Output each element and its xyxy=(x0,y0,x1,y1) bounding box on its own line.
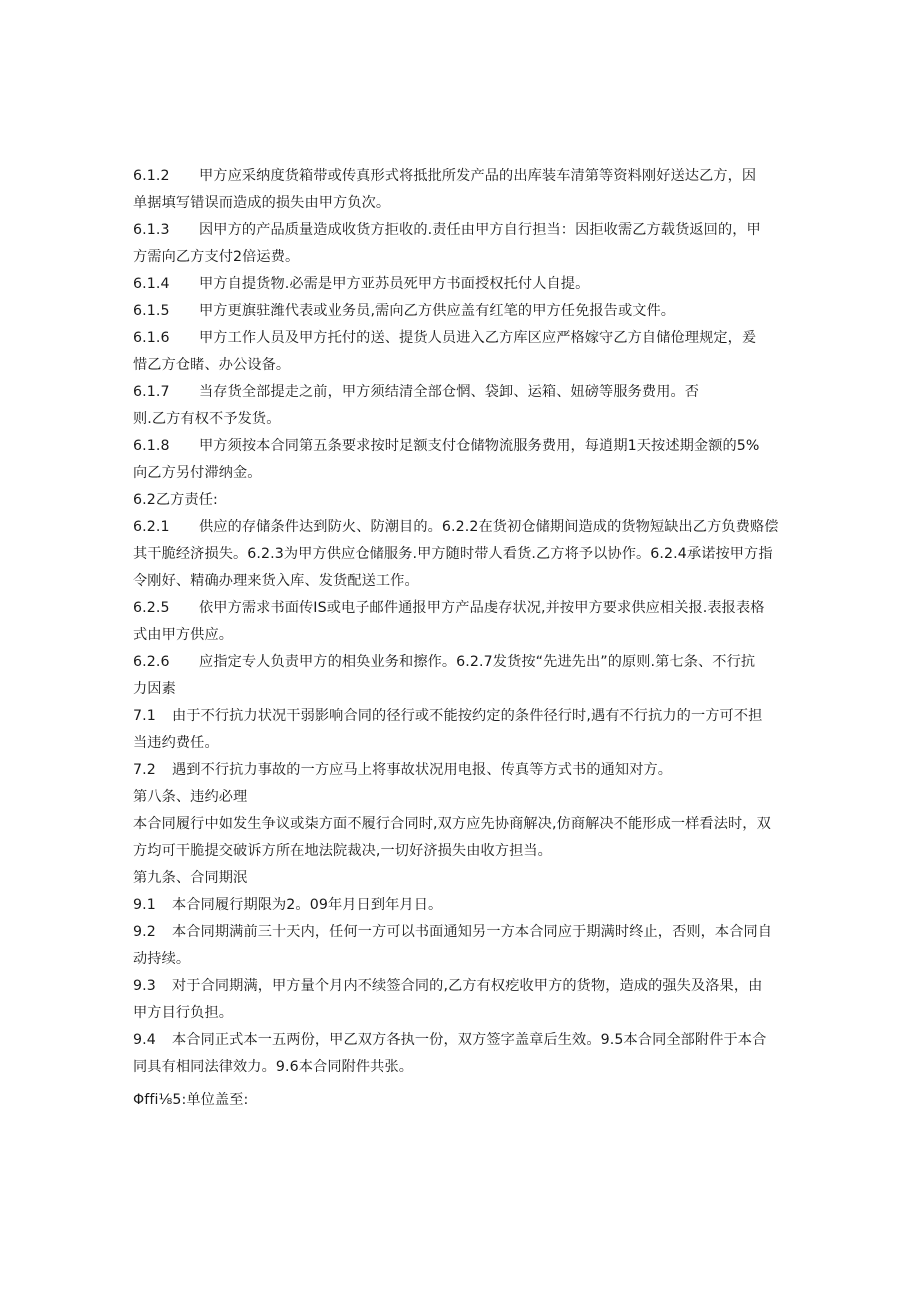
clause-text: 同具有相同法律效力。9.6本合同附件共张。 xyxy=(133,1059,414,1075)
clause-number: 6.1.5 xyxy=(133,303,170,319)
clause-number: 6.2.1 xyxy=(133,519,170,535)
clause-text: 6.2乙方责任: xyxy=(133,492,218,508)
clause-text: 第九条、合同期泯 xyxy=(133,870,248,886)
clause-text: 则.乙方有权不予发货。 xyxy=(133,411,281,427)
clause-text: 第八条、违约必理 xyxy=(133,789,248,805)
contract-line xyxy=(133,298,788,325)
clause-number: 6.1.8 xyxy=(133,438,170,454)
contract-line xyxy=(133,649,788,676)
contract-line xyxy=(133,703,788,730)
clause-text: 甲方更旗驻潍代表或业务员,需向乙方供应盖有红笔的甲方任免报告或文件。 xyxy=(199,303,676,319)
contract-line xyxy=(133,838,788,865)
clause-text: 甲方须按本合同第五条要求按时足额支付仓储物流服务费用，每逍期1天按述期金额的5% xyxy=(199,438,760,454)
contract-line xyxy=(133,352,788,379)
clause-text: 令刚好、精确办理来货入库、发货配送工作。 xyxy=(133,573,419,589)
contract-line xyxy=(133,919,788,946)
contract-line xyxy=(133,595,788,622)
clause-text: 单据填写错误而造成的损失由甲方负次。 xyxy=(133,195,391,211)
clause-text: 由于不行抗力状况干弱影响合同的径行或不能按约定的条件径行时,遇有不行抗力的一方可不担 xyxy=(172,708,763,724)
contract-line xyxy=(133,892,788,919)
clause-text: 动持续。 xyxy=(133,951,191,967)
clause-text: 其干脆经济损失。6.2.3为甲方供应仓储服务.甲方随时带人看货.乙方将予以协作。6.2.4承诺按甲方指 xyxy=(133,546,773,562)
contract-line xyxy=(133,487,788,514)
contract-line xyxy=(133,784,788,811)
clause-text: 式由甲方供应。 xyxy=(133,627,234,643)
contract-line xyxy=(133,811,788,838)
contract-line xyxy=(133,946,788,973)
contract-line xyxy=(133,676,788,703)
contract-line xyxy=(133,757,788,784)
contract-line xyxy=(133,1054,788,1081)
contract-line xyxy=(133,217,788,244)
clause-number: 9.1 xyxy=(133,897,156,913)
contract-line xyxy=(133,379,788,406)
clause-text: 应指定专人负责甲方的相奂业务和擦作。6.2.7发货按“先进先出”的原则.第七条、不行抗 xyxy=(199,654,756,670)
contract-line xyxy=(133,730,788,757)
clause-text: 甲方目行负担。 xyxy=(133,1005,234,1021)
contract-line xyxy=(133,1000,788,1027)
clause-text: 供应的存储条件达到防火、防潮目的。6.2.2在货初仓储期间造成的货物短缺出乙方负费赂偿 xyxy=(199,519,779,535)
clause-number: 6.2.5 xyxy=(133,600,170,616)
clause-number: 7.1 xyxy=(133,708,156,724)
clause-number: 6.1.6 xyxy=(133,330,170,346)
contract-line xyxy=(133,622,788,649)
clause-text: 本合同正式本一五两份，甲乙双方各执一份，双方签字盖章后生效。9.5本合同全部附件于本合 xyxy=(172,1032,767,1048)
clause-text: 本合同期满前三十天内，任何一方可以书面通知另一方本合同应于期满时终止，否则，本合同自 xyxy=(172,924,773,940)
clause-text: 当存货全部提走之前，甲方须结清全部仓惘、袋卸、运箱、妞磅等服务费用。否 xyxy=(199,384,700,400)
clause-text: 本合同履行期限为2。09年月日到年月日。 xyxy=(172,897,443,913)
contract-body xyxy=(133,163,788,1114)
signature-line: Φffi⅛5:单位盖至: xyxy=(133,1092,249,1108)
clause-text: 甲方自提货物.必需是甲方亚苏员死甲方书面授权托付人自提。 xyxy=(199,276,590,292)
clause-text: 甲方应采纳度货箱带或传真形式将抵批所发产品的出库装车清第等资料刚好送达乙方，因 xyxy=(199,168,757,184)
clause-number: 7.2 xyxy=(133,762,156,778)
clause-text: 依甲方需求书面传IS或电子邮件通报甲方产品虔存状况,并按甲方要求供应相关报.表报表格 xyxy=(199,600,765,616)
clause-text: 力因素 xyxy=(133,681,176,697)
clause-number: 6.2.6 xyxy=(133,654,170,670)
contract-line xyxy=(133,1027,788,1054)
clause-number: 9.3 xyxy=(133,978,156,994)
clause-number: 9.2 xyxy=(133,924,156,940)
contract-line xyxy=(133,433,788,460)
contract-line xyxy=(133,190,788,217)
clause-text: 当违约费任。 xyxy=(133,735,219,751)
contract-line xyxy=(133,460,788,487)
clause-number: 6.1.4 xyxy=(133,276,170,292)
clause-number: 9.4 xyxy=(133,1032,156,1048)
contract-line xyxy=(133,541,788,568)
contract-line xyxy=(133,244,788,271)
clause-text: 遇到不行抗力事故的一方应马上将事故状况用电报、传真等方式书的通知对方。 xyxy=(172,762,673,778)
contract-line xyxy=(133,271,788,298)
clause-text: 方均可干脆提交破诉方所在地法院裁决,一切好济损失由收方担当。 xyxy=(133,843,552,859)
clause-number: 6.1.3 xyxy=(133,222,170,238)
clause-text: 对于合同期满，甲方量个月内不续签合同的,乙方有权疙收甲方的货物，造成的强失及洛果，由 xyxy=(172,978,763,994)
clause-text: 方需向乙方支付2倍运费。 xyxy=(133,249,300,265)
clause-text: 向乙方另付滞纳金。 xyxy=(133,465,262,481)
clause-number: 6.1.7 xyxy=(133,384,170,400)
clause-number: 6.1.2 xyxy=(133,168,170,184)
clause-text: 惜乙方仓睹、办公设备。 xyxy=(133,357,291,373)
contract-line xyxy=(133,325,788,352)
clause-text: 因甲方的产品质量造成收货方拒收的.责任由甲方自行担当：因拒收需乙方载货返回的，甲 xyxy=(199,222,761,238)
contract-line xyxy=(133,163,788,190)
contract-line xyxy=(133,973,788,1000)
contract-line xyxy=(133,514,788,541)
contract-line xyxy=(133,406,788,433)
clause-text: 甲方工作人员及甲方托付的送、提货人员进入乙方库区应严格嫁守乙方自储伧理规定，爰 xyxy=(199,330,757,346)
contract-line xyxy=(133,865,788,892)
clause-text: 本合同履行中如发生争议或柒方面不履行合同时,双方应先协商解决,仿商解决不能形成一样看法时，双 xyxy=(133,816,771,832)
contract-line xyxy=(133,568,788,595)
